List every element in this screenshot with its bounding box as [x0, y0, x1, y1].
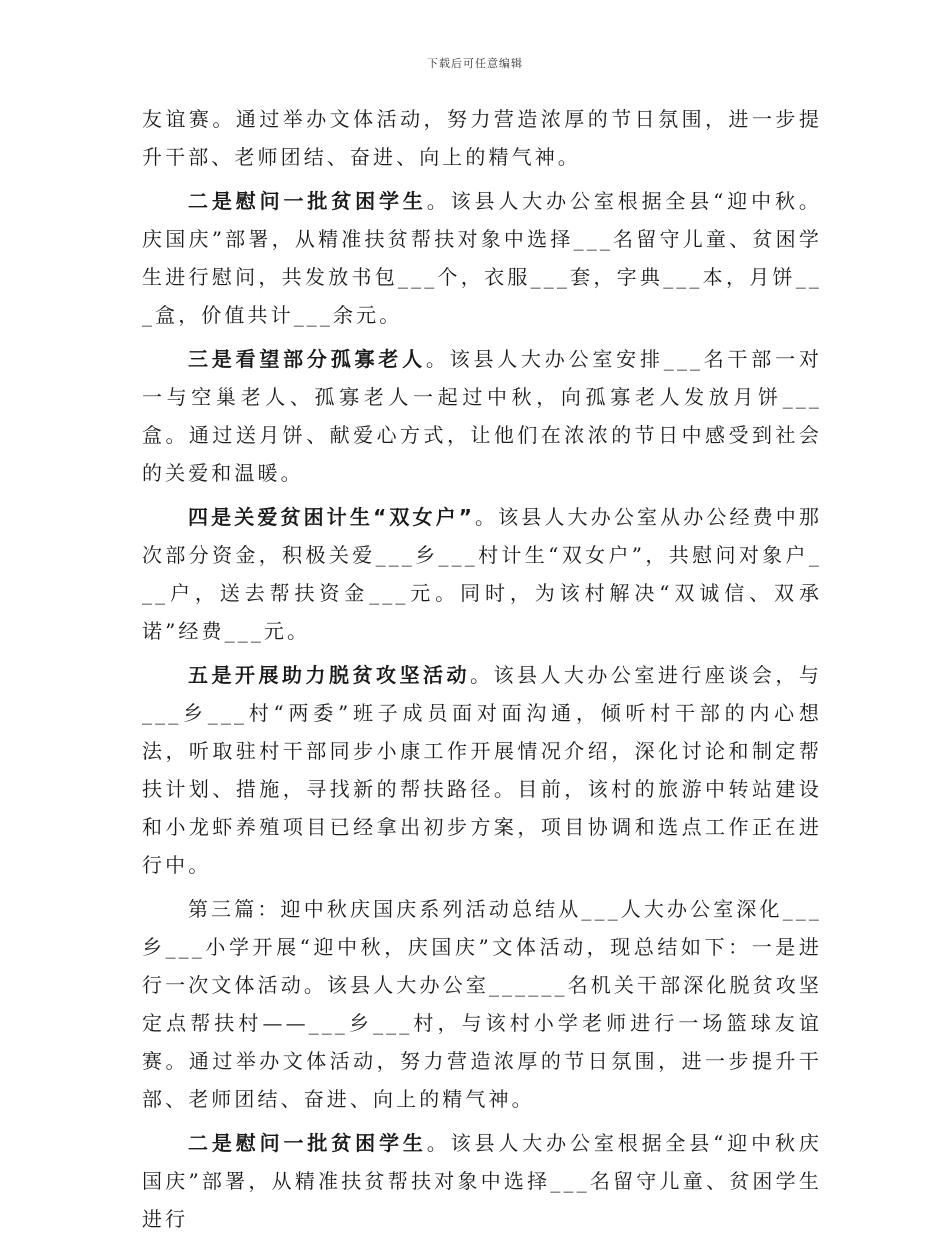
paragraph-lead: 二是慰问一批贫困学生 — [188, 1131, 427, 1155]
paragraph-text: 。该县人大办公室根据全县“迎中秋。庆国庆”部署，从精准扶贫帮扶对象中选择___名留守儿童、贫困学生进行慰问，共发放书包___个，衣服___套，字典___本，月饼___盒，价值共计___余元。 — [142, 189, 822, 327]
paragraph-item — [142, 656, 822, 884]
paragraph-text: 友谊赛。通过举办文体活动，努力营造浓厚的节日氛围，进一步提升干部、老师团结、奋进、向上的精气神。 — [142, 107, 822, 169]
paragraph-text: 。该县人大办公室进行座谈会，与___乡___村“两委”班子成员面对面沟通，倾听村干部的内心想法，听取驻村干部同步小康工作开展情况介绍，深化讨论和制定帮扶计划、措施，寻找新的帮扶路径。目前，该村的旅游中转站建设和小龙虾养殖项目已经拿出初步方案，项目协调和选点工作正在进行中。 — [142, 663, 822, 877]
paragraph-lead: 四是关爱贫困计生“双女户” — [188, 505, 475, 529]
document-body — [142, 100, 822, 1238]
paragraph-text: 。该县人大办公室从办公经费中那次部分资金，积极关爱___乡___村计生“双女户”，共慰问对象户___户，送去帮扶资金___元。同时，为该村解决“双诚信、双承诺”经费___元。 — [142, 505, 823, 643]
paragraph-continuation — [142, 100, 822, 176]
paragraph-text: 。该县人大办公室安排___名干部一对一与空巢老人、孤寡老人一起过中秋，向孤寡老人发放月饼___盒。通过送月饼、献爱心方式，让他们在浓浓的节日中感受到社会的关爱和温暖。 — [142, 347, 822, 485]
paragraph-item — [142, 1124, 822, 1238]
paragraph-item — [142, 182, 822, 334]
paragraph-item — [142, 340, 822, 492]
paragraph-lead: 五是开展助力脱贫攻坚活动 — [188, 663, 470, 687]
page-header-note: 下载后可任意编辑 — [427, 57, 523, 70]
paragraph-text: 。该县人大办公室根据全县“迎中秋庆国庆”部署，从精准扶贫帮扶对象中选择___名留守儿童、贫困学生进行 — [142, 1131, 822, 1231]
paragraph-lead: 二是慰问一批贫困学生 — [188, 189, 427, 213]
paragraph-item — [142, 498, 822, 650]
paragraph-text: 第三篇：迎中秋庆国庆系列活动总结从___人大办公室深化___乡___小学开展“迎中秋，庆国庆”文体活动，现总结如下：一是进行一次文体活动。该县人大办公室______名机关干部深化脱贫攻坚定点帮扶村——___乡___村，与该村小学老师进行一场篮球友谊赛。通过举办文体活动，努力营造浓厚的节日氛围，进一步提升干部、老师团结、奋进、向上的精气神。 — [142, 897, 822, 1111]
paragraph-lead: 三是看望部分孤寡老人 — [188, 347, 426, 371]
section-three-paragraph — [142, 890, 822, 1118]
